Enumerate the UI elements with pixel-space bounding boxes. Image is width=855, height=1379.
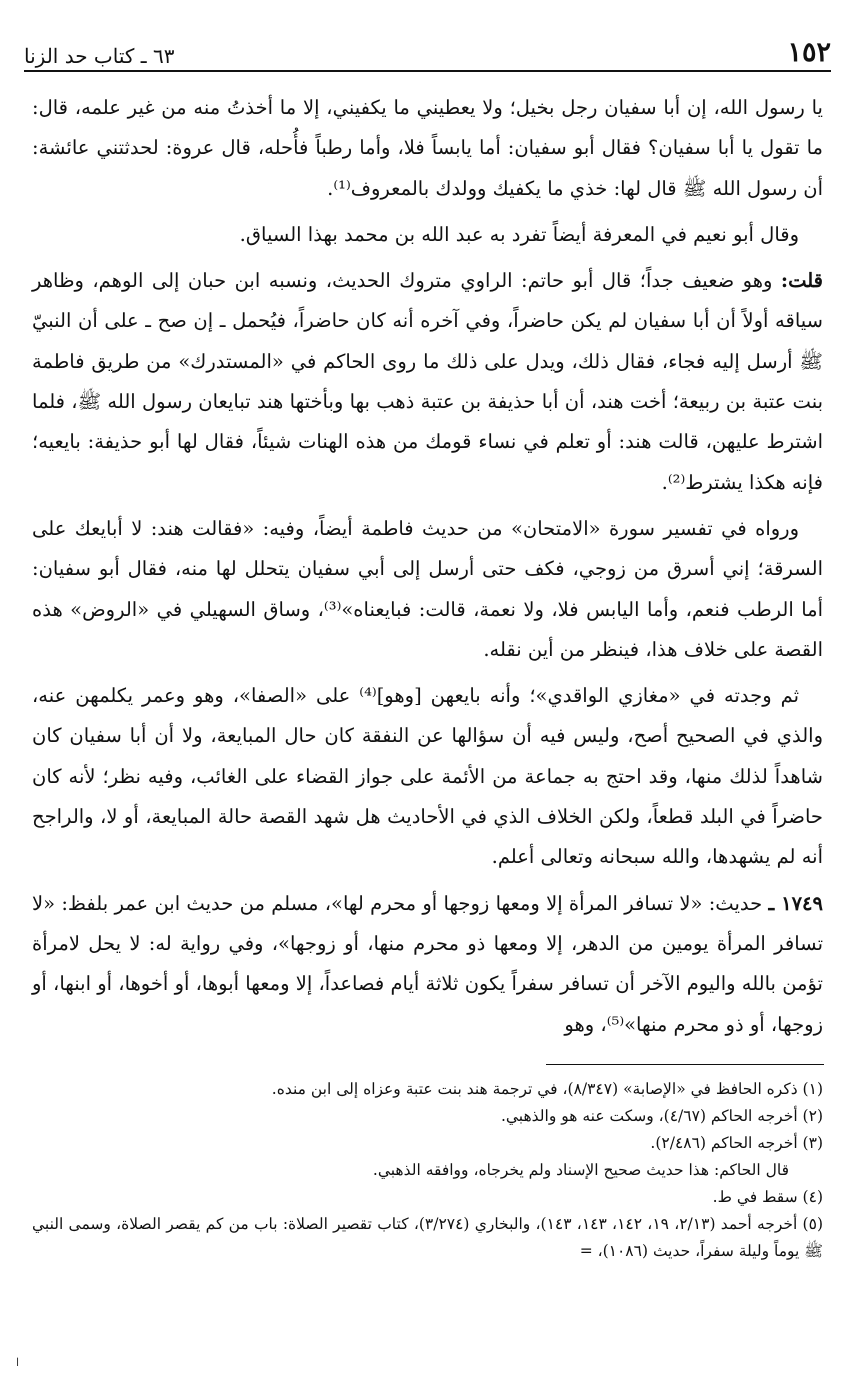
running-title: ٦٣ ـ كتاب حد الزنا (24, 44, 175, 68)
paragraph: وقال أبو نعيم في المعرفة أيضاً تفرد به عبد الله بن محمد بهذا السياق. (239, 222, 799, 246)
hadith-entry (32, 884, 823, 1045)
footnote-continuation: قال الحاكم: هذا حديث صحيح الإسناد ولم يخرجاه، ووافقه الذهبي. (372, 1161, 789, 1179)
footnote-rule (546, 1064, 824, 1065)
footnote: (٣) أخرجه الحاكم (٢/٤٨٦). (650, 1134, 823, 1152)
header-rule (24, 70, 831, 72)
footnote: (١) ذكره الحافظ في «الإصابة» (٨/٣٤٧)، في ترجمة هند بنت عتبة وعزاه إلى ابن منده. (271, 1080, 823, 1098)
corner-mark: ا (16, 1356, 20, 1369)
paragraph-text: وهو ضعيف جداً؛ قال أبو حاتم: الراوي متروك الحديث، ونسبه ابن حبان إلى الوهم، وظاهر سياقه أولاً أن أبا سفيان لم يكن حاضراً، وفي آخره أنه كان حاضراً، فيُحمل ـ إن صح ـ على أن النبيّ ﷺ أرسل إليه فجاء، فقال ذلك، ويدل على ذلك ما روى الحاكم في «المستدرك» من طريق فاطمة بنت عتبة بن ربيعة؛ أخت هند، أن أبا حذيفة بن عتبة ذهب بها وبأختها هند تبايعان رسول الله ﷺ، فلما اشترط عليهن، قالت هند: أو تعلم في نساء قومك من هذه الهنات شيئاً، فقال لها أبو حذيفة: بايعيه؛ فإنه هكذا يشترط⁽²⁾. (32, 269, 823, 494)
paragraph: ثم وجدته في «مغازي الواقدي»؛ وأنه بايعهن [وهو]⁽⁴⁾ على «الصفا»، وهو وعمر يكلمهن عنه، والذي في الصحيح أصح، وليس فيه أن سؤالها عن النفقة كان حال المبايعة، ولا أن أبا سفيان كان شاهداً لذلك منها، وقد احتج به جماعة من الأئمة على جواز القضاء على الغائب، وفيه نظر؛ لأنه كان حاضراً في البلد قطعاً، ولكن الخلاف الذي في الأحاديث هل شهد القصة حالة المبايعة، أو لا، والراجح أنه لم يشهدها، والله سبحانه وتعالى أعلم. (32, 684, 823, 869)
footnote: (٢) أخرجه الحاكم (٤/٦٧)، وسكت عنه هو والذهبي. (500, 1107, 823, 1125)
paragraph: ورواه في تفسير سورة «الامتحان» من حديث فاطمة أيضاً، وفيه: «فقالت هند: لا أبايعك على السرقة؛ إني أسرق من زوجي، فكف حتى أرسل إلى أبي سفيان يتحلل لها منه، فقال أبو سفيان: أما الرطب فنعم، وأما اليابس فلا، ولا نعمة، قالت: فبايعناه»⁽³⁾، وساق السهيلي في «الروض» هذه القصة على خلاف هذا، فينظر من أين نقله. (32, 516, 823, 661)
paragraph (32, 261, 823, 503)
main-text (32, 88, 823, 1051)
paragraph: يا رسول الله، إن أبا سفيان رجل بخيل؛ ولا يعطيني ما يكفيني، إلا ما أخذتُ منه من غير علمه، قال: ما تقول يا أبا سفيان؟ فقال أبو سفيان: أما يابساً فلا، وأما رطباً فأُحله، قال عروة: لحدثتني عائشة: أن رسول الله ﷺ قال لها: خذي ما يكفيك وولدك بالمعروف⁽¹⁾. (32, 96, 823, 200)
paragraph-text: حديث: «لا تسافر المرأة إلا ومعها زوجها أو محرم لها»، مسلم من حديث ابن عمر بلفظ: «لا تسافر المرأة يومين من الدهر، إلا ومعها ذو محرم منها، أو زوجها»، وفي رواية له: لا يحل لامرأة تؤمن بالله واليوم الآخر أن تسافر سفراً يكون ثلاثة أيام فصاعداً، إلا ومعها أبوها، أو أخوها، أو ابنها، أو زوجها، أو ذو محرم منها»⁽⁵⁾، وهو (32, 891, 823, 1036)
page-number: ١٥٢ (787, 37, 831, 68)
footnote: (٤) سقط في ط. (712, 1188, 823, 1206)
page-header (24, 30, 831, 70)
hadith-number: ١٧٤٩ ـ (768, 891, 823, 915)
paragraph-lead: قلت: (780, 269, 823, 293)
footnote: (٥) أخرجه أحمد (٢/١٣، ١٩، ١٤٢، ١٤٣، ١٤٣)، والبخاري (٣/٢٧٤)، كتاب تقصير الصلاة: باب من كم يقصر الصلاة، وسمى النبي ﷺ يوماً وليلة سفراً، حديث (١٠٨٦)، = (32, 1215, 823, 1260)
footnotes (32, 1076, 823, 1265)
